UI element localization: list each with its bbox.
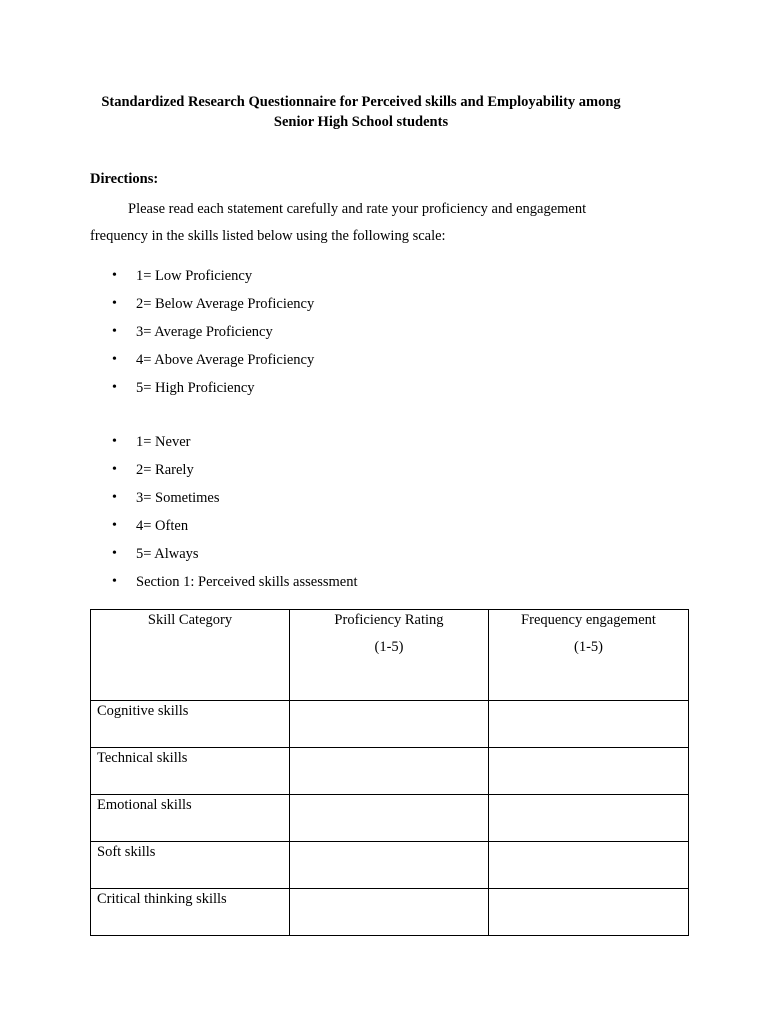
bullet-icon: • xyxy=(112,462,117,477)
bullet-icon: • xyxy=(112,546,117,561)
frequency-engagement-cell[interactable] xyxy=(489,842,689,889)
header-label: Proficiency Rating xyxy=(334,612,444,628)
header-sublabel: (1-5) xyxy=(574,639,603,655)
table-row xyxy=(91,795,689,842)
header-sublabel: (1-5) xyxy=(374,639,404,655)
scale-item-label: 3= Average Proficiency xyxy=(136,324,273,340)
table-row xyxy=(91,701,689,748)
proficiency-rating-cell[interactable] xyxy=(290,748,489,795)
bullet-icon: • xyxy=(112,296,117,311)
frequency-engagement-cell[interactable] xyxy=(489,889,689,936)
bullet-icon: • xyxy=(112,490,117,505)
table-row xyxy=(91,889,689,936)
proficiency-rating-cell[interactable] xyxy=(290,701,489,748)
proficiency-rating-cell[interactable] xyxy=(290,842,489,889)
header-frequency-engagement xyxy=(489,610,689,701)
directions-heading: Directions: xyxy=(90,171,159,187)
scale-item-label: 5= High Proficiency xyxy=(136,380,255,396)
scale-item-label: 4= Often xyxy=(136,518,189,534)
header-proficiency-rating xyxy=(290,610,489,701)
bullet-icon: • xyxy=(112,434,117,449)
skill-category-cell: Technical skills xyxy=(91,748,290,795)
directions-paragraph-line-2: frequency in the skills listed below using the following scale: xyxy=(90,228,446,244)
bullet-icon: • xyxy=(112,518,117,533)
table-header-row xyxy=(91,610,689,701)
bullet-icon: • xyxy=(112,380,117,395)
frequency-engagement-cell[interactable] xyxy=(489,748,689,795)
document-title-line-2: Senior High School students xyxy=(273,114,449,130)
bullet-icon: • xyxy=(112,352,117,367)
header-label: Frequency engagement xyxy=(521,612,656,628)
scale-item-label: 3= Sometimes xyxy=(136,490,220,506)
scale-item-label: 4= Above Average Proficiency xyxy=(136,352,315,368)
skill-category-cell: Soft skills xyxy=(91,842,290,889)
section-heading: Section 1: Perceived skills assessment xyxy=(136,574,358,590)
bullet-icon: • xyxy=(112,574,117,589)
bullet-icon: • xyxy=(112,324,117,339)
directions-paragraph-line-1: Please read each statement carefully and rate your proficiency and engagement xyxy=(128,201,587,217)
table-row xyxy=(91,748,689,795)
header-label: Skill Category xyxy=(147,612,233,628)
skill-category-cell: Emotional skills xyxy=(91,795,290,842)
scale-item-label: 2= Rarely xyxy=(136,462,194,478)
skill-category-cell: Critical thinking skills xyxy=(91,889,290,936)
scale-item-label: 2= Below Average Proficiency xyxy=(136,296,315,312)
frequency-engagement-cell[interactable] xyxy=(489,795,689,842)
scale-item-label: 5= Always xyxy=(136,546,199,562)
bullet-icon: • xyxy=(112,268,117,283)
proficiency-rating-cell[interactable] xyxy=(290,889,489,936)
skill-category-cell: Cognitive skills xyxy=(91,701,290,748)
frequency-engagement-cell[interactable] xyxy=(489,701,689,748)
scale-item-label: 1= Low Proficiency xyxy=(136,268,253,284)
skills-assessment-table xyxy=(90,609,689,936)
scale-item-label: 1= Never xyxy=(136,434,191,450)
document-title-line-1: Standardized Research Questionnaire for Perceived skills and Employability among xyxy=(101,94,621,110)
proficiency-rating-cell[interactable] xyxy=(290,795,489,842)
table-row xyxy=(91,842,689,889)
header-skill-category xyxy=(91,610,290,701)
